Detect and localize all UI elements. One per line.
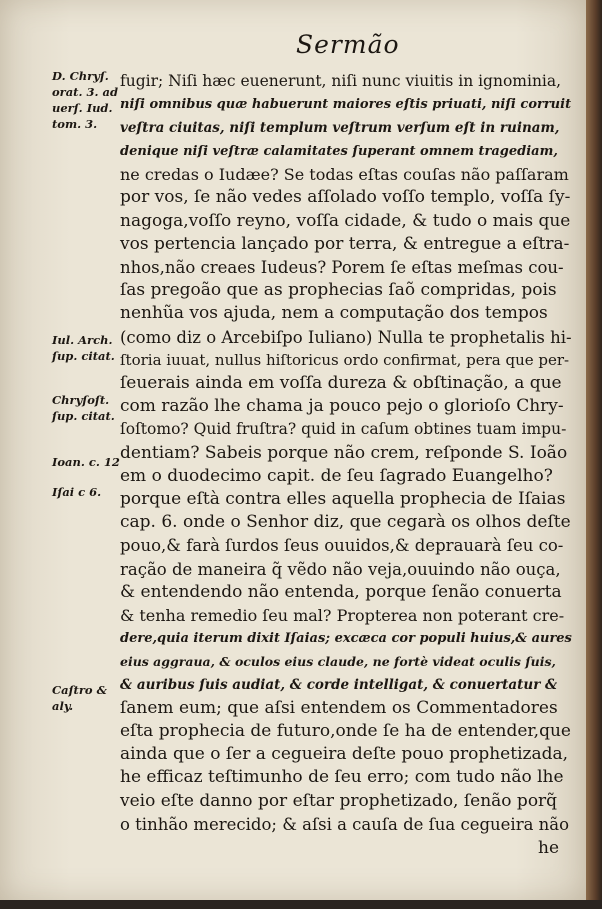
margin-note: Chryſoſt. ſup. citat. — [52, 393, 115, 423]
text-line: ainda que o ſer a cegueira deſte pouo prophetizada, — [120, 744, 569, 764]
text-line: com razão lhe chama ja pouco pejo o glorioſo Chry- — [120, 396, 564, 416]
text-line: & auribus ſuis audiat, & corde intelligat, & conuertatur & — [120, 677, 558, 693]
running-head: Sermão — [296, 30, 400, 59]
margin-note: Ioan. c. 12 — [52, 455, 120, 469]
text-line: ſoſtomo? Quid fruſtra? quid in caſum obtines tuam impu- — [120, 420, 567, 438]
text-line: eius aggraua, & oculos eius claude, ne fortè videat oculis ſuis, — [120, 654, 556, 669]
text-line: eſta prophecia de futuro,onde ſe ha de entender,que — [120, 721, 571, 741]
text-line: & tenha remedio ſeu mal? Propterea non poterant cre- — [120, 606, 565, 625]
text-line: ração de maneira q̃ vẽdo não veja,ouuindo não ouça, — [120, 560, 561, 579]
text-line: ſas pregoão que as prophecias ſaõ compridas, pois — [120, 280, 557, 300]
text-line: veio eſte danno por eſtar prophetizado, ſenão porq̃ — [120, 791, 558, 811]
text-line: em o duodecimo capit. de ſeu ſagrado Euangelho? — [120, 466, 553, 486]
text-line: ſanem eum; que aſsi entendem os Commentadores — [120, 698, 558, 718]
text-line: he efficaz teſtimunho de ſeu erro; com tudo não lhe — [120, 767, 564, 787]
text-line: ne credas o Iudæe? Se todas eſtas couſas não paſſaram — [120, 165, 569, 184]
text-line: (como diz o Arcebiſpo Iuliano) Nulla te prophetalis hi- — [120, 328, 572, 347]
text-line: ſtoria iuuat, nullus hiſtoricus ordo confirmat, pera que per- — [120, 351, 570, 369]
text-line: ſeuerais ainda em voſſa dureza & obſtinação, a que — [120, 373, 562, 393]
text-line: cap. 6. onde o Senhor diz, que cegarà os olhos deſte — [120, 512, 571, 532]
text-line: pouo,& farà ſurdos ſeus ouuidos,& deprauarà ſeu co- — [120, 536, 564, 555]
catchword: he — [538, 838, 560, 858]
margin-note: Iſai c 6. — [52, 485, 102, 499]
text-line: dentiam? Sabeis porque não crem, reſponde S. Ioão — [120, 443, 568, 463]
text-line: fugir; Niſi hæc euenerunt, niſi nunc viuitis in ignominia, — [120, 72, 562, 90]
page-edge — [0, 900, 602, 909]
page-edge — [586, 0, 602, 909]
text-line: nenhũa vos ajuda, nem a computação dos tempos — [120, 303, 548, 323]
text-line: vos pertencia lançado por terra, & entregue a eſtra- — [120, 234, 570, 254]
margin-note: D. Chryſ. orat. 3. ad uerſ. Iud. tom. 3. — [52, 69, 119, 131]
text-line: por vos, ſe não vedes aſſolado voſſo templo, voſſa ſy- — [120, 187, 571, 207]
text-line: denique niſi veſtræ calamitates ſuperant omnem tragediam, — [120, 144, 558, 159]
text-line: nhos,não creaes Iudeus? Porem ſe eſtas meſmas cou- — [120, 258, 564, 277]
text-line: & entendendo não entenda, porque ſenão conuerta — [120, 582, 562, 602]
text-line: o tinhão merecido; & aſsi a cauſa de ſua cegueira não — [120, 815, 570, 834]
text-line: porque eſtà contra elles aquella prophecia de Iſaias — [120, 489, 566, 509]
text-line: niſi omnibus quæ habuerunt maiores eſtis priuati, niſi corruit — [120, 97, 572, 112]
text-line: nagoga,voſſo reyno, voſſa cidade, & tudo o mais que — [120, 211, 571, 231]
margin-note: Caſtro & aly. — [52, 683, 107, 713]
text-line: veſtra ciuitas, niſi templum veſtrum verſum eſt in ruinam, — [120, 120, 560, 136]
margin-note: Iul. Arch. ſup. citat. — [52, 333, 115, 363]
text-line: dere,quia iterum dixit Iſaias; excæca cor populi huius,& aures — [120, 631, 572, 646]
